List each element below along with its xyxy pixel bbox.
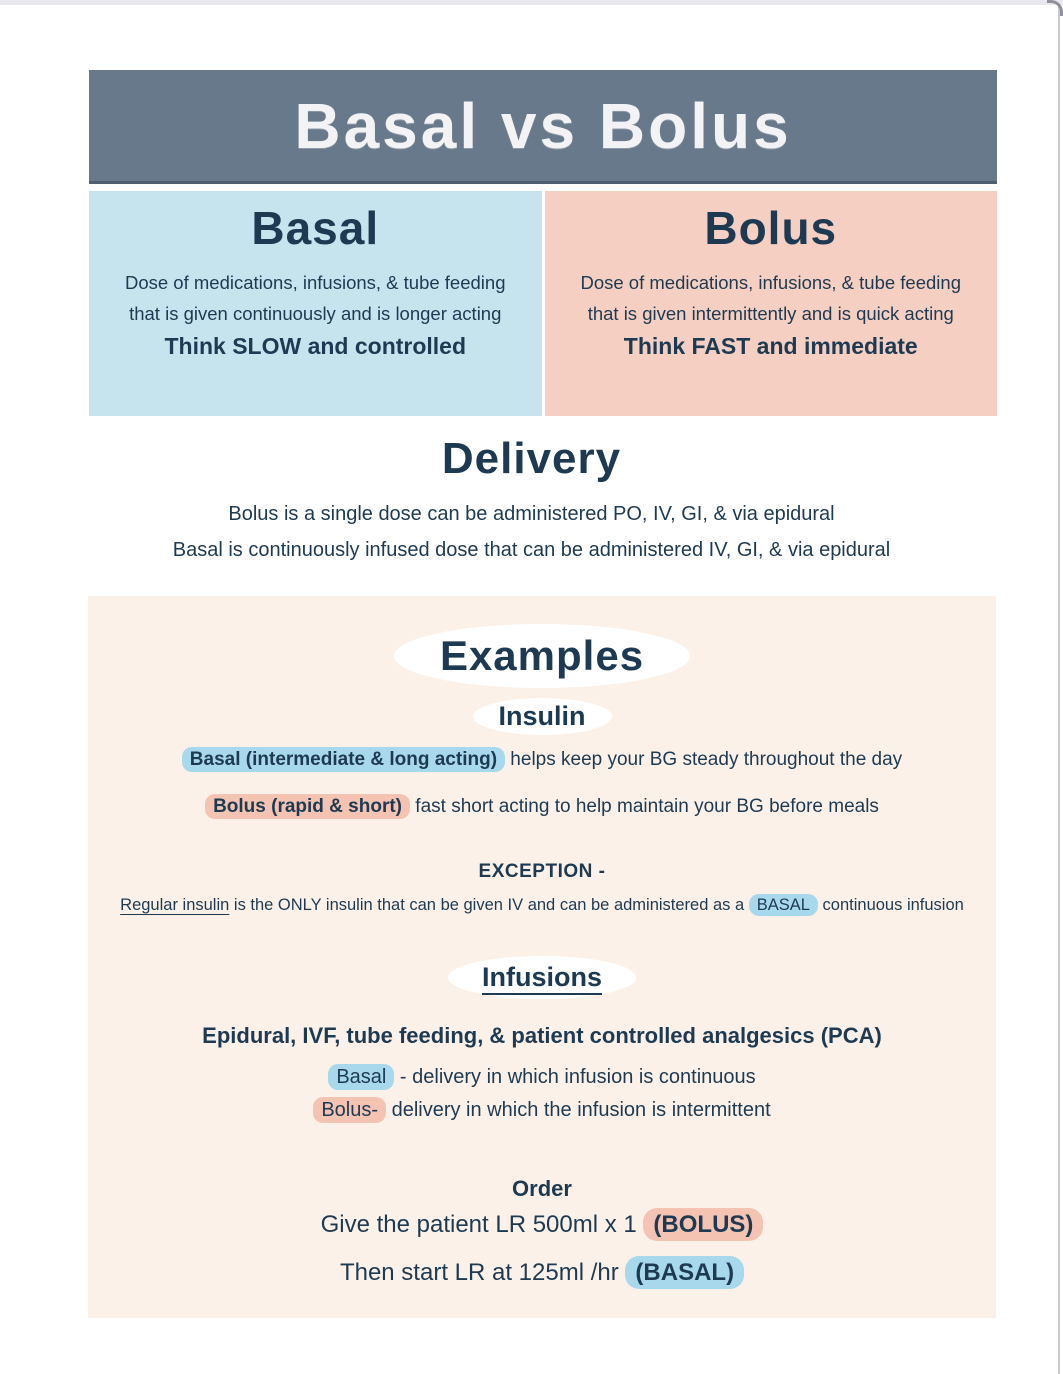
- insulin-bolus-rest: fast short acting to help maintain your BG before meals: [410, 796, 879, 817]
- window-right-edge: [1058, 6, 1060, 1374]
- bolus-desc-line2: that is given intermittently and is quick acting: [587, 303, 954, 325]
- infusions-types-line: Epidural, IVF, tube feeding, & patient controlled analgesics (PCA): [202, 1023, 882, 1048]
- order-line1-text: Give the patient LR 500ml x 1: [320, 1211, 644, 1238]
- basal-desc-line2: that is given continuously and is longer acting: [129, 303, 502, 325]
- bolus-heading: Bolus: [704, 202, 838, 254]
- order-heading: Order: [512, 1176, 572, 1201]
- basal-card: [89, 191, 542, 416]
- bolus-emphasis: Think FAST and immediate: [623, 332, 918, 359]
- exception-middle: is the ONLY insulin that can be given IV and can be administered as a: [229, 896, 749, 914]
- insulin-basal-line: [88, 749, 996, 771]
- exception-underlined: Regular insulin: [120, 896, 230, 914]
- bolus-description: [545, 267, 998, 330]
- infusion-basal-line: [88, 1066, 996, 1089]
- examples-heading-row: [88, 624, 996, 688]
- bolus-card: [545, 191, 998, 416]
- insulin-bolus-line: [88, 796, 996, 818]
- insulin-heading: Insulin: [473, 698, 612, 735]
- delivery-line1: Bolus is a single dose can be administered PO, IV, GI, & via epidural: [228, 503, 835, 525]
- infusion-basal-rest: - delivery in which infusion is continuous: [394, 1066, 756, 1088]
- exception-end: continuous infusion: [817, 896, 964, 914]
- delivery-heading: Delivery: [441, 434, 622, 483]
- page-title: Basal vs Bolus: [294, 89, 792, 162]
- order-line2: [88, 1259, 996, 1287]
- infusions-heading-row: [88, 956, 996, 999]
- infusion-basal-highlight: Basal: [328, 1064, 394, 1090]
- comparison-columns: [89, 191, 997, 416]
- basal-description: [89, 267, 542, 330]
- infusion-bolus-rest: delivery in which the infusion is intermittent: [386, 1099, 771, 1121]
- insulin-bolus-highlight: Bolus (rapid & short): [205, 794, 410, 819]
- insulin-basal-rest: helps keep your BG steady throughout the day: [505, 749, 903, 770]
- infusions-heading-pill: [448, 956, 636, 999]
- infusion-bolus-line: [88, 1099, 996, 1122]
- insulin-heading-row: [88, 698, 996, 735]
- delivery-lines: [0, 496, 1063, 568]
- insulin-basal-highlight: Basal (intermediate & long acting): [182, 747, 505, 772]
- exception-highlight: BASAL: [749, 894, 818, 916]
- basal-desc-line1: Dose of medications, infusions, & tube feeding: [124, 272, 506, 293]
- infusions-heading: Infusions: [482, 962, 602, 992]
- order-line2-text: Then start LR at 125ml /hr: [339, 1259, 626, 1286]
- order-line1-highlight: (BOLUS): [643, 1208, 763, 1241]
- examples-heading: Examples: [394, 624, 690, 688]
- delivery-line2: Basal is continuously infused dose that can be administered IV, GI, & via epidural: [172, 539, 891, 561]
- order-line2-highlight: (BASAL): [625, 1256, 744, 1289]
- exception-line: [88, 896, 996, 915]
- basal-heading: Basal: [251, 202, 380, 254]
- window-top-edge: [0, 0, 1063, 5]
- order-line1: [88, 1211, 996, 1239]
- header-band: [89, 70, 997, 184]
- basal-emphasis: Think SLOW and controlled: [164, 332, 467, 359]
- infusion-bolus-highlight: Bolus-: [313, 1097, 386, 1123]
- examples-section: [88, 596, 996, 1318]
- bolus-desc-line1: Dose of medications, infusions, & tube feeding: [580, 272, 961, 293]
- delivery-section: [0, 434, 1063, 568]
- exception-heading: EXCEPTION -: [478, 861, 606, 882]
